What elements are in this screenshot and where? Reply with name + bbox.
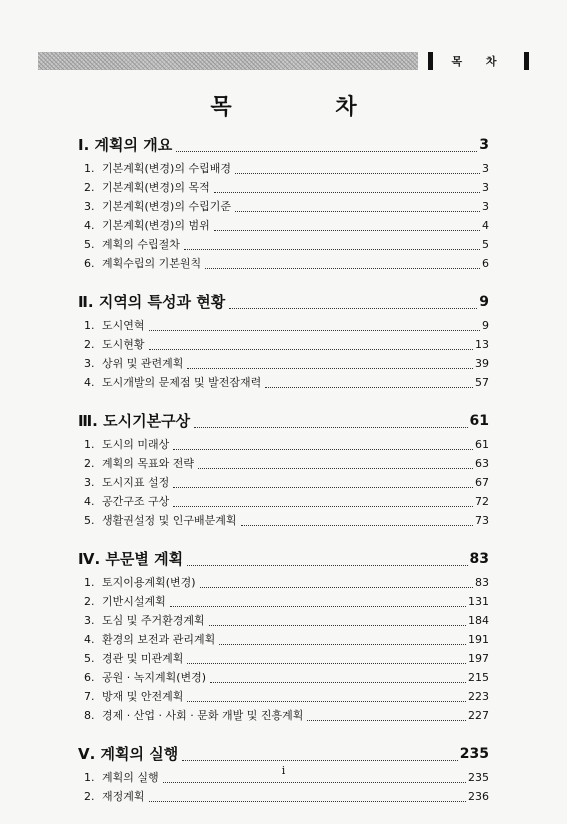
- item-page: 9: [482, 319, 489, 332]
- item-number: 5.: [84, 514, 95, 527]
- item-title: 도시의 미래상: [102, 438, 170, 451]
- dot-leader: [176, 151, 477, 152]
- section-numeral: Ⅱ.: [78, 293, 94, 311]
- toc-item[interactable]: [78, 668, 489, 687]
- toc-item[interactable]: [78, 706, 489, 725]
- item-page: 67: [475, 476, 489, 489]
- item-number: 4.: [84, 495, 95, 508]
- toc-section-heading[interactable]: [78, 548, 489, 570]
- dot-leader: [307, 720, 466, 721]
- item-number: 3.: [84, 357, 95, 370]
- section-title: 계획의 실행: [100, 745, 179, 763]
- toc-section-heading[interactable]: [78, 410, 489, 432]
- toc-item[interactable]: [78, 511, 489, 530]
- item-number: 3.: [84, 614, 95, 627]
- item-page: 6: [482, 257, 489, 270]
- item-number: 2.: [84, 790, 95, 803]
- toc-item[interactable]: [78, 573, 489, 592]
- item-page: 191: [468, 633, 489, 646]
- section-numeral: Ⅲ.: [78, 412, 98, 430]
- item-title: 토지이용계획(변경): [102, 576, 196, 589]
- dot-leader: [265, 387, 473, 388]
- dot-leader: [173, 449, 473, 450]
- item-title: 도심 및 주거환경계획: [102, 614, 205, 627]
- header-bar-left: [428, 52, 433, 70]
- dot-leader: [194, 427, 467, 428]
- item-number: 2.: [84, 595, 95, 608]
- toc-section-heading[interactable]: [78, 743, 489, 765]
- dot-leader: [214, 192, 480, 193]
- item-page: 5: [482, 238, 489, 251]
- item-page: 3: [482, 181, 489, 194]
- toc-item[interactable]: [78, 649, 489, 668]
- dot-leader: [184, 249, 480, 250]
- item-page: 13: [475, 338, 489, 351]
- item-number: 2.: [84, 181, 95, 194]
- toc-item[interactable]: [78, 254, 489, 273]
- dot-leader: [187, 701, 466, 702]
- dot-leader: [149, 801, 466, 802]
- dot-leader: [205, 268, 480, 269]
- toc-item[interactable]: [78, 197, 489, 216]
- item-title: 계획수립의 기본원칙: [102, 257, 202, 270]
- dot-leader: [182, 760, 458, 761]
- dot-leader: [219, 644, 466, 645]
- item-title: 환경의 보전과 관리계획: [102, 633, 216, 646]
- toc-item[interactable]: [78, 159, 489, 178]
- item-title: 경제 · 산업 · 사회 · 문화 개발 및 진흥계획: [102, 709, 304, 722]
- item-page: 235: [468, 771, 489, 784]
- item-number: 1.: [84, 576, 95, 589]
- item-title: 계획의 실행: [102, 771, 159, 784]
- item-number: 6.: [84, 671, 95, 684]
- item-number: 3.: [84, 200, 95, 213]
- toc-item[interactable]: [78, 473, 489, 492]
- dot-leader: [170, 606, 466, 607]
- item-page: 236: [468, 790, 489, 803]
- section-numeral: Ⅴ.: [78, 745, 96, 763]
- dot-leader: [235, 173, 480, 174]
- item-number: 4.: [84, 219, 95, 232]
- item-title: 도시연혁: [102, 319, 145, 332]
- dot-leader: [241, 525, 473, 526]
- item-number: 7.: [84, 690, 95, 703]
- dot-leader: [198, 468, 473, 469]
- item-title: 기본계획(변경)의 목적: [102, 181, 210, 194]
- header-band: [38, 52, 418, 70]
- item-number: 1.: [84, 438, 95, 451]
- item-number: 3.: [84, 476, 95, 489]
- header-bar-right: [524, 52, 529, 70]
- section-page: 9: [479, 294, 489, 310]
- toc-item[interactable]: [78, 592, 489, 611]
- toc-item[interactable]: [78, 178, 489, 197]
- item-page: 223: [468, 690, 489, 703]
- dot-leader: [229, 308, 477, 309]
- dot-leader: [149, 330, 480, 331]
- toc-item[interactable]: [78, 335, 489, 354]
- item-title: 기본계획(변경)의 수립기준: [102, 200, 231, 213]
- dot-leader: [173, 487, 473, 488]
- item-title: 계획의 목표와 전략: [102, 457, 195, 470]
- section-title: 지역의 특성과 현황: [98, 293, 226, 311]
- toc-item[interactable]: [78, 787, 489, 806]
- item-page: 72: [475, 495, 489, 508]
- item-number: 4.: [84, 633, 95, 646]
- item-title: 생활권설정 및 인구배분계획: [102, 514, 237, 527]
- section-title: 부문별 계획: [105, 550, 184, 568]
- toc-item[interactable]: [78, 373, 489, 392]
- toc-item[interactable]: [78, 630, 489, 649]
- item-page: 131: [468, 595, 489, 608]
- item-page: 57: [475, 376, 489, 389]
- toc-section: [78, 291, 489, 392]
- item-title: 재정계획: [102, 790, 145, 803]
- item-number: 5.: [84, 652, 95, 665]
- item-title: 기본계획(변경)의 수립배경: [102, 162, 231, 175]
- dot-leader: [149, 349, 473, 350]
- toc-section: [78, 134, 489, 273]
- item-title: 도시개발의 문제점 및 발전잠재력: [102, 376, 262, 389]
- section-title: 계획의 개요: [94, 136, 173, 154]
- section-numeral: Ⅳ.: [78, 550, 101, 568]
- item-number: 1.: [84, 771, 95, 784]
- item-page: 61: [475, 438, 489, 451]
- item-number: 6.: [84, 257, 95, 270]
- item-number: 2.: [84, 338, 95, 351]
- toc-item[interactable]: [78, 216, 489, 235]
- toc-item[interactable]: [78, 354, 489, 373]
- section-page: 61: [469, 413, 489, 429]
- item-page: 73: [475, 514, 489, 527]
- item-number: 2.: [84, 457, 95, 470]
- toc-section: [78, 548, 489, 725]
- section-page: 235: [459, 746, 489, 762]
- item-title: 상위 및 관련계획: [102, 357, 184, 370]
- page-number: i: [281, 764, 286, 777]
- item-page: 39: [475, 357, 489, 370]
- toc-section-heading[interactable]: [78, 291, 489, 313]
- dot-leader: [209, 625, 466, 626]
- header-label: 목 차: [451, 55, 507, 68]
- item-title: 기본계획(변경)의 범위: [102, 219, 210, 232]
- item-number: 1.: [84, 162, 95, 175]
- dot-leader: [187, 565, 467, 566]
- table-of-contents: [78, 134, 489, 824]
- item-page: 197: [468, 652, 489, 665]
- dot-leader: [214, 230, 480, 231]
- item-page: 63: [475, 457, 489, 470]
- item-page: 4: [482, 219, 489, 232]
- dot-leader: [235, 211, 480, 212]
- dot-leader: [187, 663, 466, 664]
- section-page: 3: [479, 137, 489, 153]
- item-page: 184: [468, 614, 489, 627]
- item-title: 기반시설계획: [102, 595, 166, 608]
- item-number: 8.: [84, 709, 95, 722]
- dot-leader: [210, 682, 466, 683]
- toc-item[interactable]: [78, 454, 489, 473]
- toc-item[interactable]: [78, 687, 489, 706]
- item-title: 공간구조 구상: [102, 495, 170, 508]
- item-page: 3: [482, 200, 489, 213]
- item-number: 5.: [84, 238, 95, 251]
- item-title: 공원 · 녹지계획(변경): [102, 671, 207, 684]
- toc-item[interactable]: [78, 611, 489, 630]
- dot-leader: [163, 782, 466, 783]
- section-title: 도시기본구상: [103, 412, 191, 430]
- item-page: 227: [468, 709, 489, 722]
- dot-leader: [200, 587, 473, 588]
- toc-section: [78, 410, 489, 530]
- toc-item[interactable]: [78, 235, 489, 254]
- dot-leader: [187, 368, 473, 369]
- item-title: 도시현황: [102, 338, 145, 351]
- item-number: 4.: [84, 376, 95, 389]
- page-title: 목 차: [210, 95, 405, 120]
- section-page: 83: [469, 551, 489, 567]
- item-title: 경관 및 미관계획: [102, 652, 184, 665]
- item-page: 215: [468, 671, 489, 684]
- toc-section-heading[interactable]: [78, 134, 489, 156]
- toc-item[interactable]: [78, 492, 489, 511]
- item-number: 1.: [84, 319, 95, 332]
- item-title: 방재 및 안전계획: [102, 690, 184, 703]
- item-page: 3: [482, 162, 489, 175]
- toc-item[interactable]: [78, 316, 489, 335]
- section-numeral: Ⅰ.: [78, 136, 90, 154]
- toc-item[interactable]: [78, 435, 489, 454]
- dot-leader: [173, 506, 473, 507]
- item-title: 계획의 수립절차: [102, 238, 180, 251]
- item-title: 도시지표 설정: [102, 476, 170, 489]
- item-page: 83: [475, 576, 489, 589]
